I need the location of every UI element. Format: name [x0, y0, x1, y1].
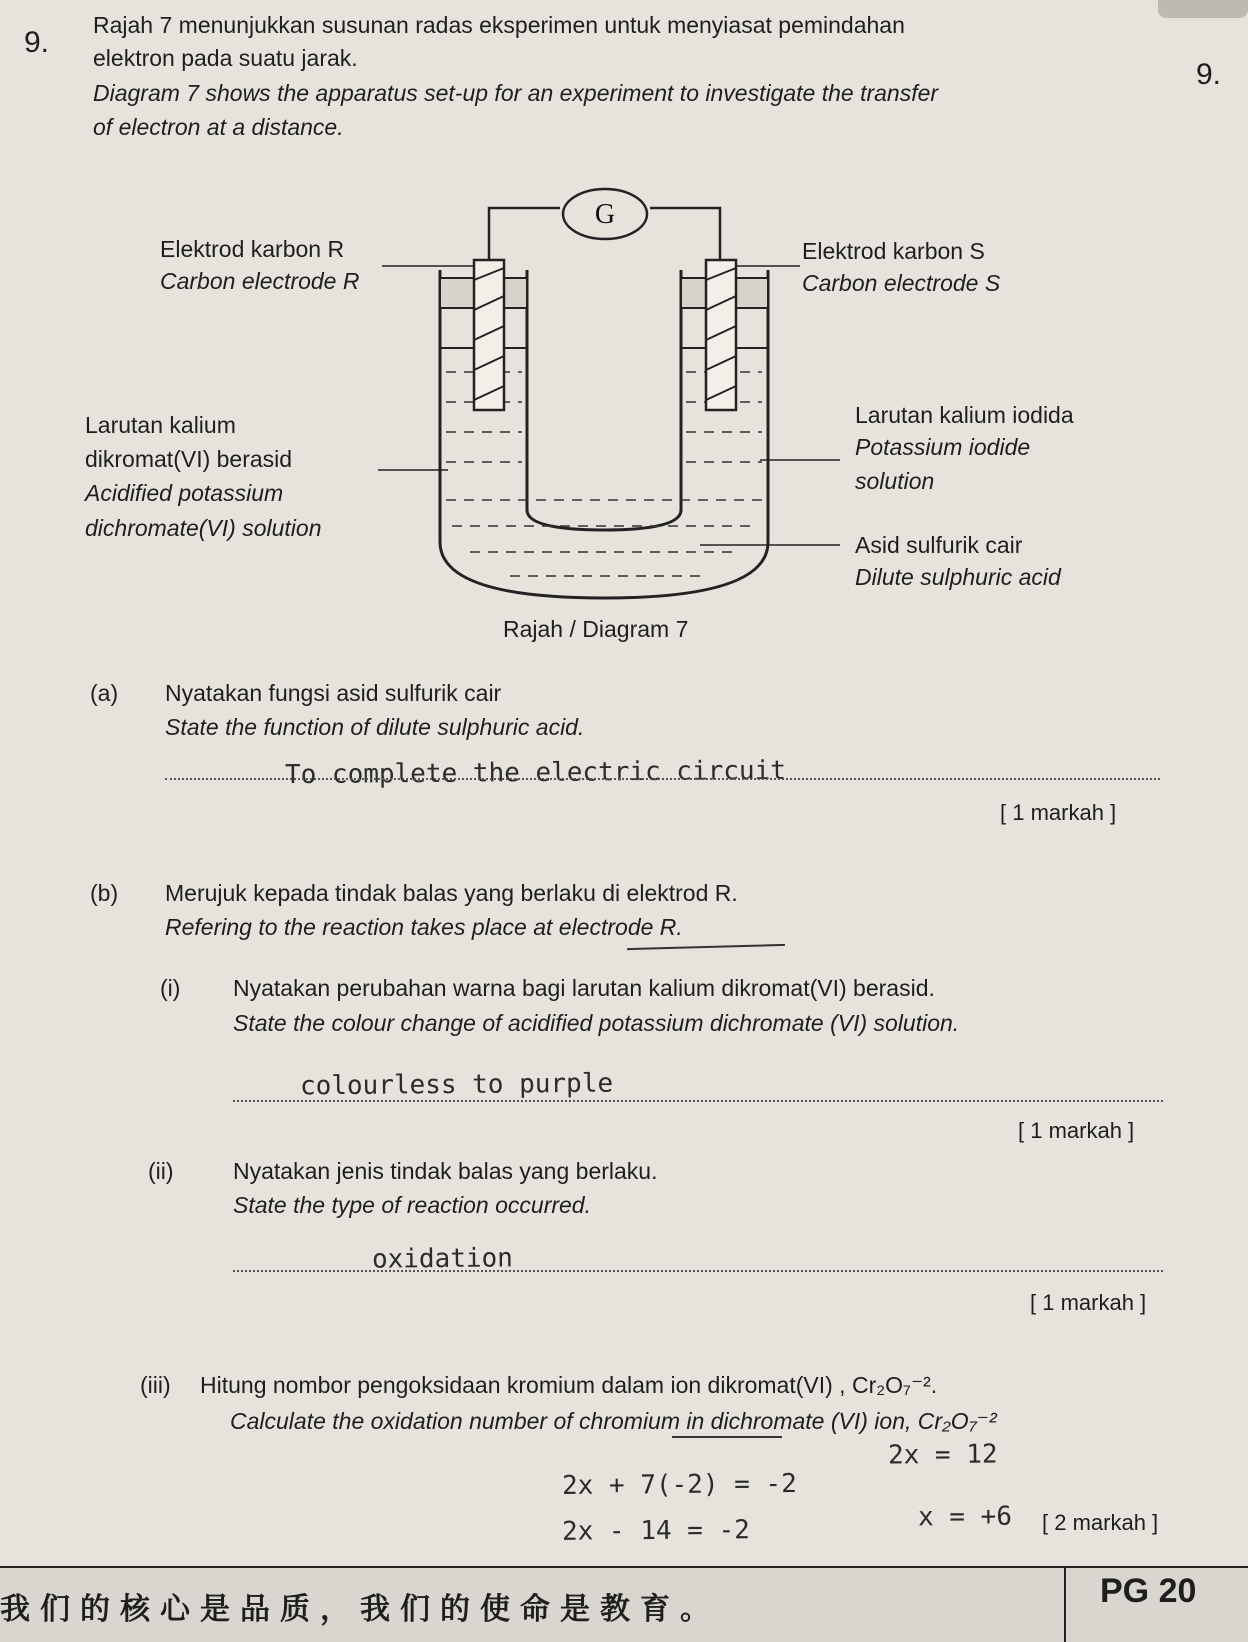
part-b-i-answer: colourless to purple — [299, 1068, 614, 1102]
intro-malay-line1: Rajah 7 menunjukkan susunan radas eksperimen untuk menyiasat pemindahan — [93, 12, 905, 38]
pen-underline-electrode — [627, 944, 785, 950]
page-tab — [1158, 0, 1248, 18]
part-b-ii-answer-line — [233, 1270, 1163, 1272]
footer-slogan: 我们的核心是品质，我们的使命是教育。 — [0, 1593, 720, 1626]
right-solution-english-2: solution — [855, 468, 935, 494]
part-b-ii-answer: oxidation — [371, 1243, 514, 1275]
part-b-ii-english: State the type of reaction occurred. — [233, 1192, 591, 1218]
intro-english-line2: of electron at a distance. — [93, 114, 344, 140]
part-b-iii-label: (iii) — [140, 1372, 171, 1398]
part-a-malay: Nyatakan fungsi asid sulfurik cair — [165, 680, 502, 706]
u-tube-inner — [527, 270, 681, 530]
acid-english: Dilute sulphuric acid — [855, 564, 1061, 590]
pen-underline-chromium — [672, 1436, 782, 1438]
part-b-i-malay: Nyatakan perubahan warna bagi larutan kalium dikromat(VI) berasid. — [233, 975, 935, 1001]
work-line-4: x = +6 — [917, 1501, 1013, 1533]
part-b-ii-marks: [ 1 markah ] — [1030, 1290, 1147, 1315]
question-number: 9. — [24, 26, 50, 59]
part-b-malay: Merujuk kepada tindak balas yang berlaku di elektrod R. — [165, 880, 738, 906]
apparatus-diagram — [0, 150, 1248, 630]
electrode-r-english: Carbon electrode R — [160, 268, 360, 294]
acid-malay: Asid sulfurik cair — [855, 532, 1023, 558]
part-a-answer: To complete the electric circuit — [284, 755, 787, 791]
part-b-english: Refering to the reaction takes place at electrode R. — [165, 914, 683, 940]
carbon-electrode-s — [706, 260, 736, 410]
part-b-ii-malay: Nyatakan jenis tindak balas yang berlaku. — [233, 1158, 658, 1184]
part-b-iii-english: Calculate the oxidation number of chromium in dichromate (VI) ion, Cr₂O₇⁻² — [230, 1408, 997, 1434]
electrode-s-malay: Elektrod karbon S — [802, 238, 985, 264]
work-line-2: 2x - 14 = -2 — [561, 1515, 750, 1547]
left-solution-malay-2: dikromat(VI) berasid — [85, 446, 293, 472]
diagram-caption: Rajah / Diagram 7 — [503, 616, 689, 642]
part-b-label: (b) — [90, 880, 119, 906]
margin-question-number: 9. — [1196, 58, 1222, 91]
work-line-1: 2x + 7(-2) = -2 — [561, 1468, 797, 1502]
part-a-english: State the function of dilute sulphuric acid. — [165, 714, 585, 740]
intro-english-line1: Diagram 7 shows the apparatus set-up for an experiment to investigate the transfer — [93, 80, 939, 106]
right-solution-english-1: Potassium iodide — [855, 434, 1031, 460]
part-b-ii-label: (ii) — [148, 1158, 174, 1184]
part-b-i-answer-line — [233, 1100, 1163, 1102]
page-number: PG 20 — [1100, 1572, 1197, 1610]
electrode-r-malay: Elektrod karbon R — [160, 236, 345, 262]
part-b-iii-marks: [ 2 markah ] — [1042, 1510, 1159, 1535]
right-solution-malay: Larutan kalium iodida — [855, 402, 1074, 428]
left-solution-english-1: Acidified potassium — [85, 480, 284, 506]
left-solution-malay-1: Larutan kalium — [85, 412, 236, 438]
part-a-label: (a) — [90, 680, 119, 706]
part-b-i-english: State the colour change of acidified potassium dichromate (VI) solution. — [233, 1010, 960, 1036]
work-line-3: 2x = 12 — [887, 1439, 998, 1471]
part-a-marks: [ 1 markah ] — [1000, 800, 1117, 825]
left-solution-english-2: dichromate(VI) solution — [85, 515, 322, 541]
carbon-electrode-r — [474, 260, 504, 410]
galvanometer-label: G — [594, 199, 616, 230]
intro-malay-line2: elektron pada suatu jarak. — [93, 45, 358, 71]
part-b-i-marks: [ 1 markah ] — [1018, 1118, 1135, 1143]
part-b-iii-malay: Hitung nombor pengoksidaan kromium dalam ion dikromat(VI) , Cr₂O₇⁻². — [200, 1372, 938, 1398]
electrode-s-english: Carbon electrode S — [802, 270, 1001, 296]
part-b-i-label: (i) — [160, 975, 181, 1001]
part-a-answer-line — [165, 778, 1160, 780]
